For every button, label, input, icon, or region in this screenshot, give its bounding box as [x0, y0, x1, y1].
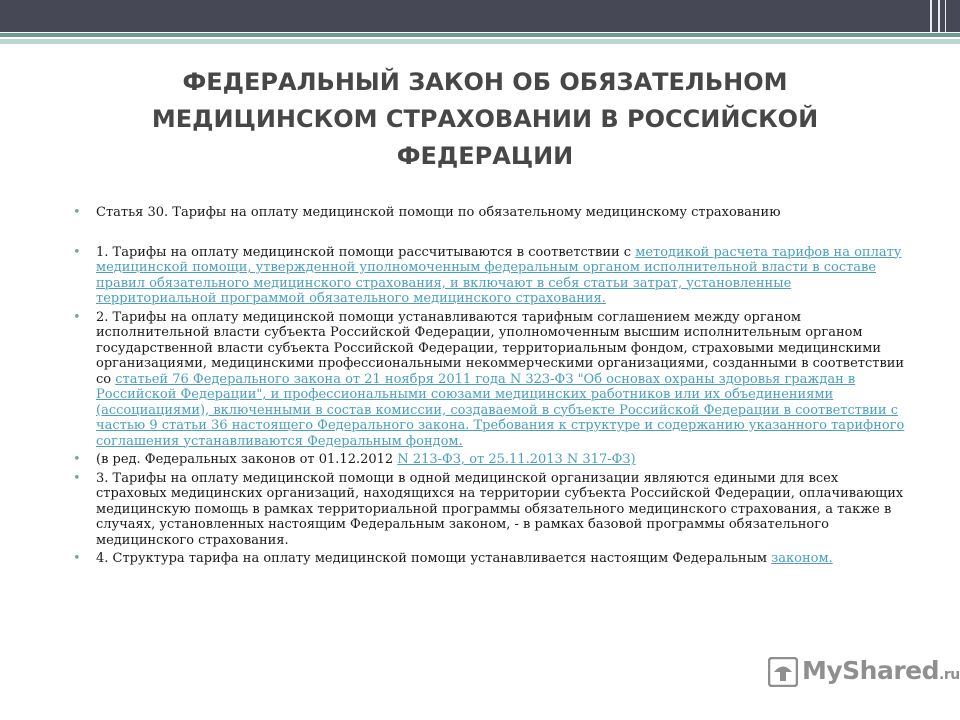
bullet-marker: •: [73, 205, 81, 220]
bullet-marker: •: [73, 551, 81, 566]
item-text: (в ред. Федеральных законов от 01.12.2012: [96, 452, 398, 467]
top-band: [0, 0, 960, 32]
accent-rule-light: [0, 39, 960, 44]
list-item: [72, 551, 912, 567]
watermark-text: [802, 656, 960, 685]
band-stripe: [938, 0, 940, 32]
item-text: 2. Тарифы на оплату медицинской помощи устанавливаются тарифным соглашением между органом исполнительной власти субъекта Российской Федерации, уполномоченным высшим исполнительным органом государственной власти субъекта Российской Федерации, территориальным фондом, страховыми медицинскими организациями, медицинскими профессиональными некоммерческими организациями, созданными в соответствии со: [96, 309, 905, 387]
bullet-marker: •: [73, 244, 81, 260]
list-item: [72, 205, 912, 221]
watermark-logo: [768, 655, 960, 691]
bullet-marker: •: [73, 309, 81, 325]
item-link[interactable]: статьей 76 Федерального закона от 21 ноября 2011 года N 323-ФЗ "Об основах охраны здоровья граждан в Российской Федерации", и профессиональными союзами медицинских работников или их объединениями (ассоциациями), включенными в состав комиссии, создаваемой в субъекте Российской Федерации в соответствии с частью 9 статьи 36 настоящего Федерального закона. Требования к структуре и содержанию указанного тарифного соглашения устанавливаются Федеральным фондом.: [96, 371, 905, 449]
list-item: [72, 245, 912, 307]
list-item: [72, 452, 912, 468]
bullet-marker: •: [73, 470, 81, 486]
band-stripe: [930, 0, 932, 32]
accent-rule: [0, 33, 960, 37]
mushroom-logo-icon: [768, 657, 798, 687]
item-link[interactable]: методикой расчета тарифов на оплату медицинской помощи, утвержденной уполномоченным федеральным органом исполнительной власти в составе правил обязательного медицинского страхования, и включают в себя статьи затрат, установленные территориальной программой обязательного медицинского страхования.: [96, 244, 902, 306]
watermark-name: MyShared: [802, 656, 940, 685]
band-stripe: [945, 0, 946, 32]
bullet-list: [72, 205, 912, 567]
item-link[interactable]: законом.: [771, 551, 833, 566]
item-text: Статья 30. Тарифы на оплату медицинской помощи по обязательному медицинскому страхованию: [96, 205, 781, 220]
item-link[interactable]: N 213-ФЗ, от 25.11.2013 N 317-ФЗ): [397, 452, 636, 467]
item-text: 3. Тарифы на оплату медицинской помощи в одной медицинской организации являются едиными для всех страховых медицинских организаций, находящихся на территории субъекта Российской Федерации, оплачивающих медицинскую помощь в рамках территориальной программы обязательного медицинского страхования, а также в случаях, установленных настоящим Федеральным законом, - в рамках базовой программы обязательного медицинского страхования.: [96, 470, 904, 548]
watermark-ext: .ru: [939, 667, 960, 683]
list-item: [72, 471, 912, 549]
bullet-marker: •: [73, 452, 81, 467]
item-text: 1. Тарифы на оплату медицинской помощи рассчитываются в соответствии с: [96, 244, 636, 260]
list-item: [72, 310, 912, 450]
slide-title: ФЕДЕРАЛЬНЫЙ ЗАКОН ОБ ОБЯЗАТЕЛЬНОМ МЕДИЦИНСКОМ СТРАХОВАНИИ В РОССИЙСКОЙ ФЕДЕРАЦИИ: [151, 68, 819, 170]
item-text: 4. Структура тарифа на оплату медицинской помощи устанавливается настоящим Федеральным: [96, 551, 772, 566]
